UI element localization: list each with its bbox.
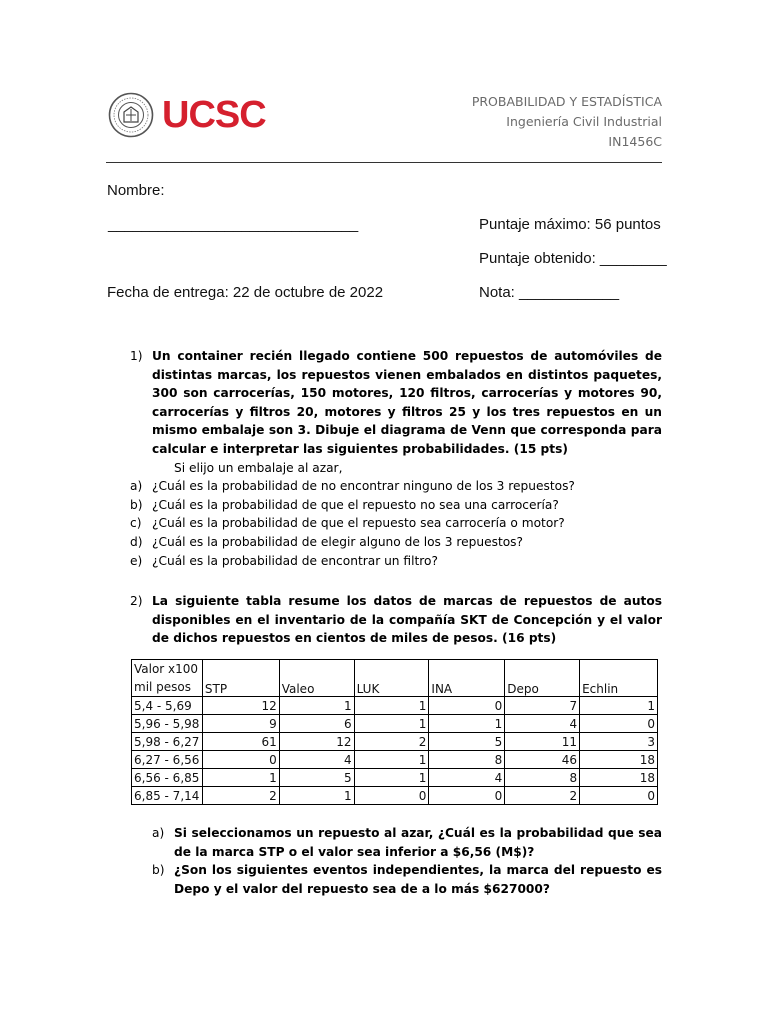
- sub-question-text: ¿Cuál es la probabilidad de no encontrar ninguno de los 3 repuestos?: [152, 479, 575, 494]
- table-row: [132, 769, 658, 787]
- corner-line-2: mil pesos: [134, 680, 192, 694]
- program-name: Ingeniería Civil Industrial: [506, 114, 662, 129]
- table-cell: 9: [202, 715, 279, 733]
- sub-question-label: d): [130, 534, 143, 549]
- table-cell: 0: [429, 697, 505, 715]
- name-blank: ______________________________: [108, 216, 359, 233]
- table-cell: 4: [279, 751, 354, 769]
- corner-line-1: Valor x100: [134, 662, 199, 676]
- column-header: Echlin: [580, 660, 658, 697]
- question-2-subquestions: [152, 824, 662, 898]
- column-header: Valeo: [279, 660, 354, 697]
- table-cell: 8: [429, 751, 505, 769]
- question-number: 2): [130, 594, 143, 608]
- table-cell: 1: [354, 697, 429, 715]
- table-cell: 2: [354, 733, 429, 751]
- table-cell: 0: [580, 715, 658, 733]
- sub-question-text: ¿Cuál es la probabilidad de que el repuesto sea carrocería o motor?: [152, 516, 565, 531]
- sub-question-label: e): [130, 553, 143, 568]
- sub-question: [152, 824, 662, 861]
- table-cell: 61: [202, 733, 279, 751]
- table-row: [132, 715, 658, 733]
- column-header: STP: [202, 660, 279, 697]
- obtained-score: Puntaje obtenido: ________: [479, 250, 667, 267]
- table-cell: 46: [505, 751, 580, 769]
- course-title: PROBABILIDAD Y ESTADÍSTICA: [471, 94, 662, 109]
- table-cell: 1: [279, 697, 354, 715]
- table-cell: 0: [580, 787, 658, 805]
- table-cell: 1: [429, 715, 505, 733]
- logo-wordmark: UCSC: [162, 94, 266, 136]
- sub-question-label: c): [130, 516, 142, 531]
- sub-question-label: a): [130, 479, 143, 494]
- table-cell: 12: [279, 733, 354, 751]
- sub-question-label: b): [130, 497, 143, 512]
- name-label: Nombre:: [107, 182, 165, 199]
- table-cell: 5: [429, 733, 505, 751]
- university-seal-icon: [108, 92, 154, 138]
- table-row: [132, 751, 658, 769]
- question-text: La siguiente tabla resume los datos de marcas de repuestos de autos disponibles en el inventario de la compañía SKT de Concepción y el valor de dichos repuestos en cientos de miles de pesos. (16 pts): [152, 594, 662, 646]
- table-cell: 8: [505, 769, 580, 787]
- row-range: 5,4 - 5,69: [132, 697, 203, 715]
- table-cell: 0: [354, 787, 429, 805]
- table-cell: 12: [202, 697, 279, 715]
- sub-question-text: Si seleccionamos un repuesto al azar, ¿Cuál es la probabilidad que sea de la marca STP o el valor sea inferior a $6,56 (M$)?: [174, 826, 662, 859]
- table-cell: 1: [354, 751, 429, 769]
- table-cell: 1: [354, 715, 429, 733]
- table-cell: 5: [279, 769, 354, 787]
- table-cell: 1: [279, 787, 354, 805]
- sub-question: [152, 861, 662, 898]
- row-range: 5,98 - 6,27: [132, 733, 203, 751]
- row-range: 6,56 - 6,85: [132, 769, 203, 787]
- table-cell: 3: [580, 733, 658, 751]
- sub-question-text: ¿Cuál es la probabilidad de elegir alguno de los 3 repuestos?: [152, 534, 524, 549]
- sub-question-label: b): [152, 863, 165, 878]
- course-header: [472, 92, 662, 152]
- table-cell: 1: [354, 769, 429, 787]
- question-text: Un container recién llegado contiene 500 repuestos de automóviles de distintas marcas, los repuestos vienen embalados en distintos paquetes, 300 son carrocerías, 150 motores, 120 filtros, carrocerías y motores 90, carrocerías y filtros 20, motores y filtros 25 y los tres repuestos en un mismo embalaje son 3. Dibuje el diagrama de Venn que corresponda para calcular e interpretar las siguientes probabilidades. (15 pts): [152, 349, 662, 456]
- grade-field: Nota: ____________: [479, 284, 620, 301]
- header-divider: [106, 162, 662, 163]
- table-cell: 6: [279, 715, 354, 733]
- row-range: 6,85 - 7,14: [132, 787, 203, 805]
- sub-question: [130, 552, 662, 571]
- table-cell: 0: [429, 787, 505, 805]
- table-row: [132, 733, 658, 751]
- sub-question-text: ¿Cuál es la probabilidad de encontrar un filtro?: [152, 553, 438, 568]
- table-cell: 2: [505, 787, 580, 805]
- sub-question-text: ¿Cuál es la probabilidad de que el repuesto no sea una carrocería?: [152, 497, 559, 512]
- sub-question: [130, 514, 662, 533]
- table-cell: 4: [505, 715, 580, 733]
- table-cell: 1: [202, 769, 279, 787]
- table-cell: 11: [505, 733, 580, 751]
- table-corner-header: [132, 660, 203, 697]
- course-code: IN1456C: [608, 134, 662, 149]
- sub-question: [130, 477, 662, 496]
- table-cell: 18: [580, 769, 658, 787]
- due-date: Fecha de entrega: 22 de octubre de 2022: [107, 284, 384, 301]
- column-header: Depo: [505, 660, 580, 697]
- table-cell: 2: [202, 787, 279, 805]
- table-cell: 1: [580, 697, 658, 715]
- sub-question: [130, 533, 662, 552]
- sub-question: [130, 496, 662, 515]
- sub-question-text: ¿Son los siguientes eventos independientes, la marca del repuesto es Depo y el valor del repuesto sea de a lo más $627000?: [174, 863, 662, 896]
- sub-question-label: a): [152, 826, 165, 840]
- table-cell: 4: [429, 769, 505, 787]
- question-intro: Si elijo un embalaje al azar,: [174, 460, 343, 475]
- table-row: [132, 697, 658, 715]
- question-2: [130, 592, 662, 648]
- column-header: INA: [429, 660, 505, 697]
- column-header: LUK: [354, 660, 429, 697]
- max-score: Puntaje máximo: 56 puntos: [479, 216, 661, 233]
- question-number: 1): [130, 349, 143, 363]
- parts-table: [131, 659, 658, 805]
- table-header-row: [132, 660, 658, 697]
- row-range: 5,96 - 5,98: [132, 715, 203, 733]
- table-row: [132, 787, 658, 805]
- table-cell: 7: [505, 697, 580, 715]
- question-1: [130, 347, 662, 570]
- university-logo: [108, 92, 266, 138]
- row-range: 6,27 - 6,56: [132, 751, 203, 769]
- table-cell: 18: [580, 751, 658, 769]
- table-cell: 0: [202, 751, 279, 769]
